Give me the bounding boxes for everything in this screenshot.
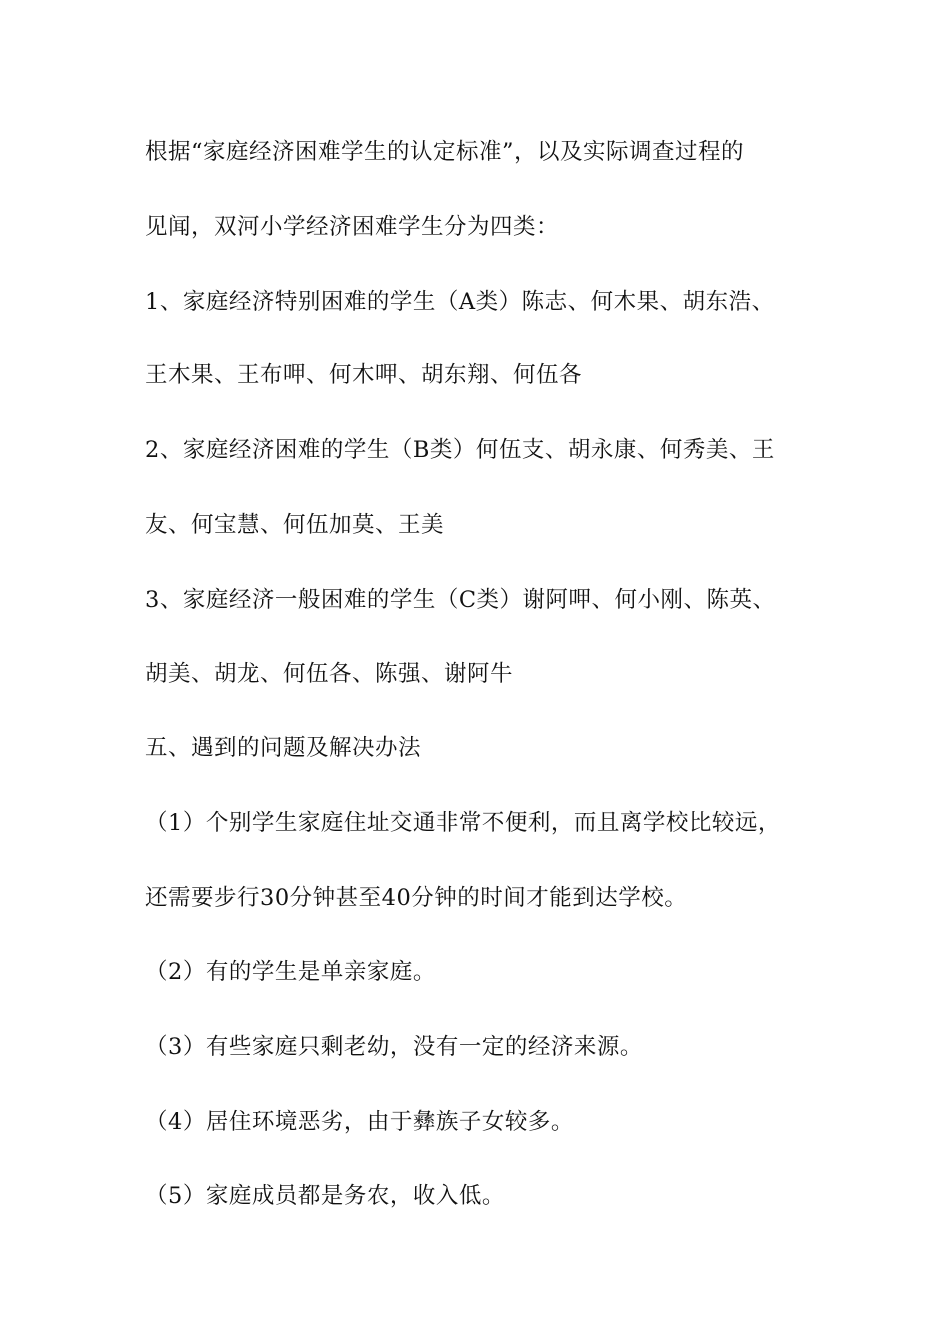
text-line: （4）居住环境恶劣，由于彝族子女较多。 [145, 1109, 574, 1135]
text-line: （5）家庭成员都是务农，收入低。 [145, 1183, 505, 1209]
text-line: 王木果、王布呷、何木呷、胡东翔、何伍各 [145, 362, 583, 388]
text-line: 见闻，双河小学经济困难学生分为四类： [145, 214, 560, 240]
text-line: （1）个别学生家庭住址交通非常不便利，而且离学校比较远， [145, 810, 781, 836]
text-line: 根据“家庭经济困难学生的认定标准”，以及实际调查过程的 [145, 139, 745, 165]
text-line: 2、家庭经济困难的学生（B类）何伍支、胡永康、何秀美、王 [145, 437, 775, 463]
text-line: （3）有些家庭只剩老幼，没有一定的经济来源。 [145, 1034, 643, 1060]
section-heading: 五、遇到的问题及解决办法 [145, 735, 422, 761]
text-line: 友、何宝慧、何伍加莫、王美 [145, 512, 445, 538]
text-line: （2）有的学生是单亲家庭。 [145, 959, 436, 985]
text-line: 3、家庭经济一般困难的学生（C类）谢阿呷、何小刚、陈英、 [145, 587, 776, 613]
text-line: 1、家庭经济特别困难的学生（A类）陈志、何木果、胡东浩、 [145, 289, 775, 315]
text-line: 还需要步行30分钟甚至40分钟的时间才能到达学校。 [145, 885, 688, 911]
text-line: 胡美、胡龙、何伍各、陈强、谢阿牛 [145, 661, 514, 687]
